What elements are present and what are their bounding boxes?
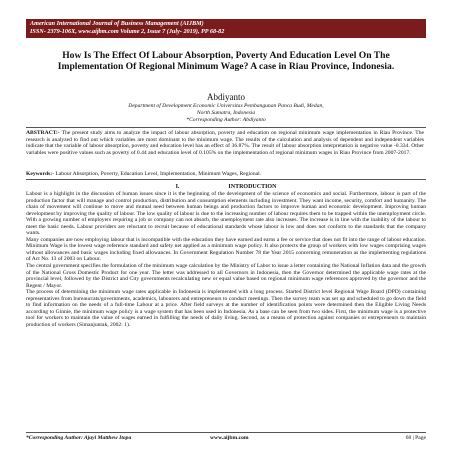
paper-title: How Is The Effect Of Labour Absorption, Poverty And Education Level On The Implementation Of Regional Minimum Wage? A case in Riau Province, Indonesia. [57,50,395,72]
keywords-label: Keywords:- [26,171,54,177]
keywords-text: Labour Absorption, Poverty, Education Level, Implementation, Minimum Wages, Regional. [55,171,262,177]
footer-site-link[interactable]: www.aijbm.com [210,435,249,441]
abstract-top-rule [26,127,426,128]
author-affiliation [60,103,392,123]
footer-page-number: 68 | Page [405,435,426,441]
section-title: INTRODUCTION [228,184,277,190]
section-number: I. [175,184,180,190]
footer-rule [26,432,426,433]
affiliation-line-2: North Sumatra, Indonesia [196,109,256,116]
abstract-text: The present study aims to analyze the impact of labour absorption, poverty and education on regional minimum wage implementation in Riau Province. The research is analyzed to find out which variables are most dominant to the minimum wage. The results of the calculation and analysis of dependent and independent variables indicate that the variable of labour absorption, poverty and education level has an effect of 36.87%. The result of labour absorption interpretation is negative value -0.334. Other variables were positive values such as poverty of 0.44 and education level of 0.105% on the implementation of regional minimum wages in Riau Province from 2007-2017. [26,130,424,156]
body-paragraph: The central government specifies the formulation of the minimum wage calculation by the Ministry of Labor to issue a letter containing the National Inflation data and the growth of the National Gross Domestic Product for one year. The letter was addressed to all Governors in Indonesia, then the Governor determined the applicable wage rates at the provincial level, followed by the District and City governments recalculating new or equal value based on regional minimum wage references approved by the governor and the Regent / Mayor. [26,263,426,289]
keywords-bottom-rule [26,179,426,180]
page-footer [26,434,426,444]
body-text [26,191,426,429]
paper-author: Abdiyanto [207,92,245,102]
abstract [26,130,424,156]
abstract-label: ABSTRACT:- [26,130,60,136]
body-paragraph: The process of determining the minimum wage rates applicable in Indonesia is implemented with a long process. Started District level Regional Wage Board (DPD) containing representatives from bureaucrats/governments, academics, labourers and entrepreneurs to conduct meetings. Then the survey team was set up and scheduled to go down the field to find information on the needs of a full-time Labour at a price. After field surveys at the number of identification points were determined then the Eligible Living Needs according to Ginnie, the minimum wage policy is a wage system that has been used in Indonesia. As a base can be seen from two sides. First, the minimum wage is a protective tool for workers to maintain the value of wages earned in fulfilling the needs of daily living. Second, as a means of protection against companies or entrepreneurs to maintain production of workers (Simanjuntak, 2002: 1). [26,289,426,328]
affiliation-line-1: Department of Development Economic Universitas Pembangunan Panca Budi, Medan, [128,103,324,109]
footer-corresponding: *Corresponding Author: Ajayi Matthew Itopa [26,435,132,441]
journal-name: American International Journal of Business Management (AIJBM) [30,20,204,27]
corresponding-author: *Corresponding Author: Abdiyanto [186,116,266,123]
body-paragraph: Labour is a highlight in the discussion of human issues since it is the beginning of the development of the science of economics and social. Furthermore, labour is part of the production factor that will manage and control production, distribution and consumption elements including investment. They want income, security, comfort and humanity. The chain of movement will continue to move and mutual need between human beings and production factors to improve human and economic development. Improving human development by improving the quality of labour. The low quality of labour is due to the increasing number of labour requires them to be trapped within the unemployment circle. With a growing number of employers requiring a job or company can not absorb, the unemployment rate also increases. The increase is in line with the inability of the labour to meet the basic needs. Labour providers are reluctant to recruit because of educational standards whose labour is low and does not conform to the standards that the company wants. [26,191,426,237]
keywords [26,171,424,177]
journal-issn: ISSN- 2379-106X, www.aijbm.com Volume 2, Issue 7 (July- 2019), PP 68-82 [30,28,225,35]
body-paragraph: Many companies are now employing labour that is incompatible with the education they have earned and earns a fee or service that does not fit into the range of labour education. Minimum Wage is the lowest wage reference standard and safety net applied as a minimum wage policy. It also protects the group of workers with low wages comprising wages without allowances and basic wages including fixed allowances. In Government Regulation Number 78 the Year 2015 concerning remuneration as the implementing regulations of Act No. 13 of 2003 on Labour. [26,236,426,263]
journal-banner [26,19,426,38]
section-heading [0,184,452,190]
